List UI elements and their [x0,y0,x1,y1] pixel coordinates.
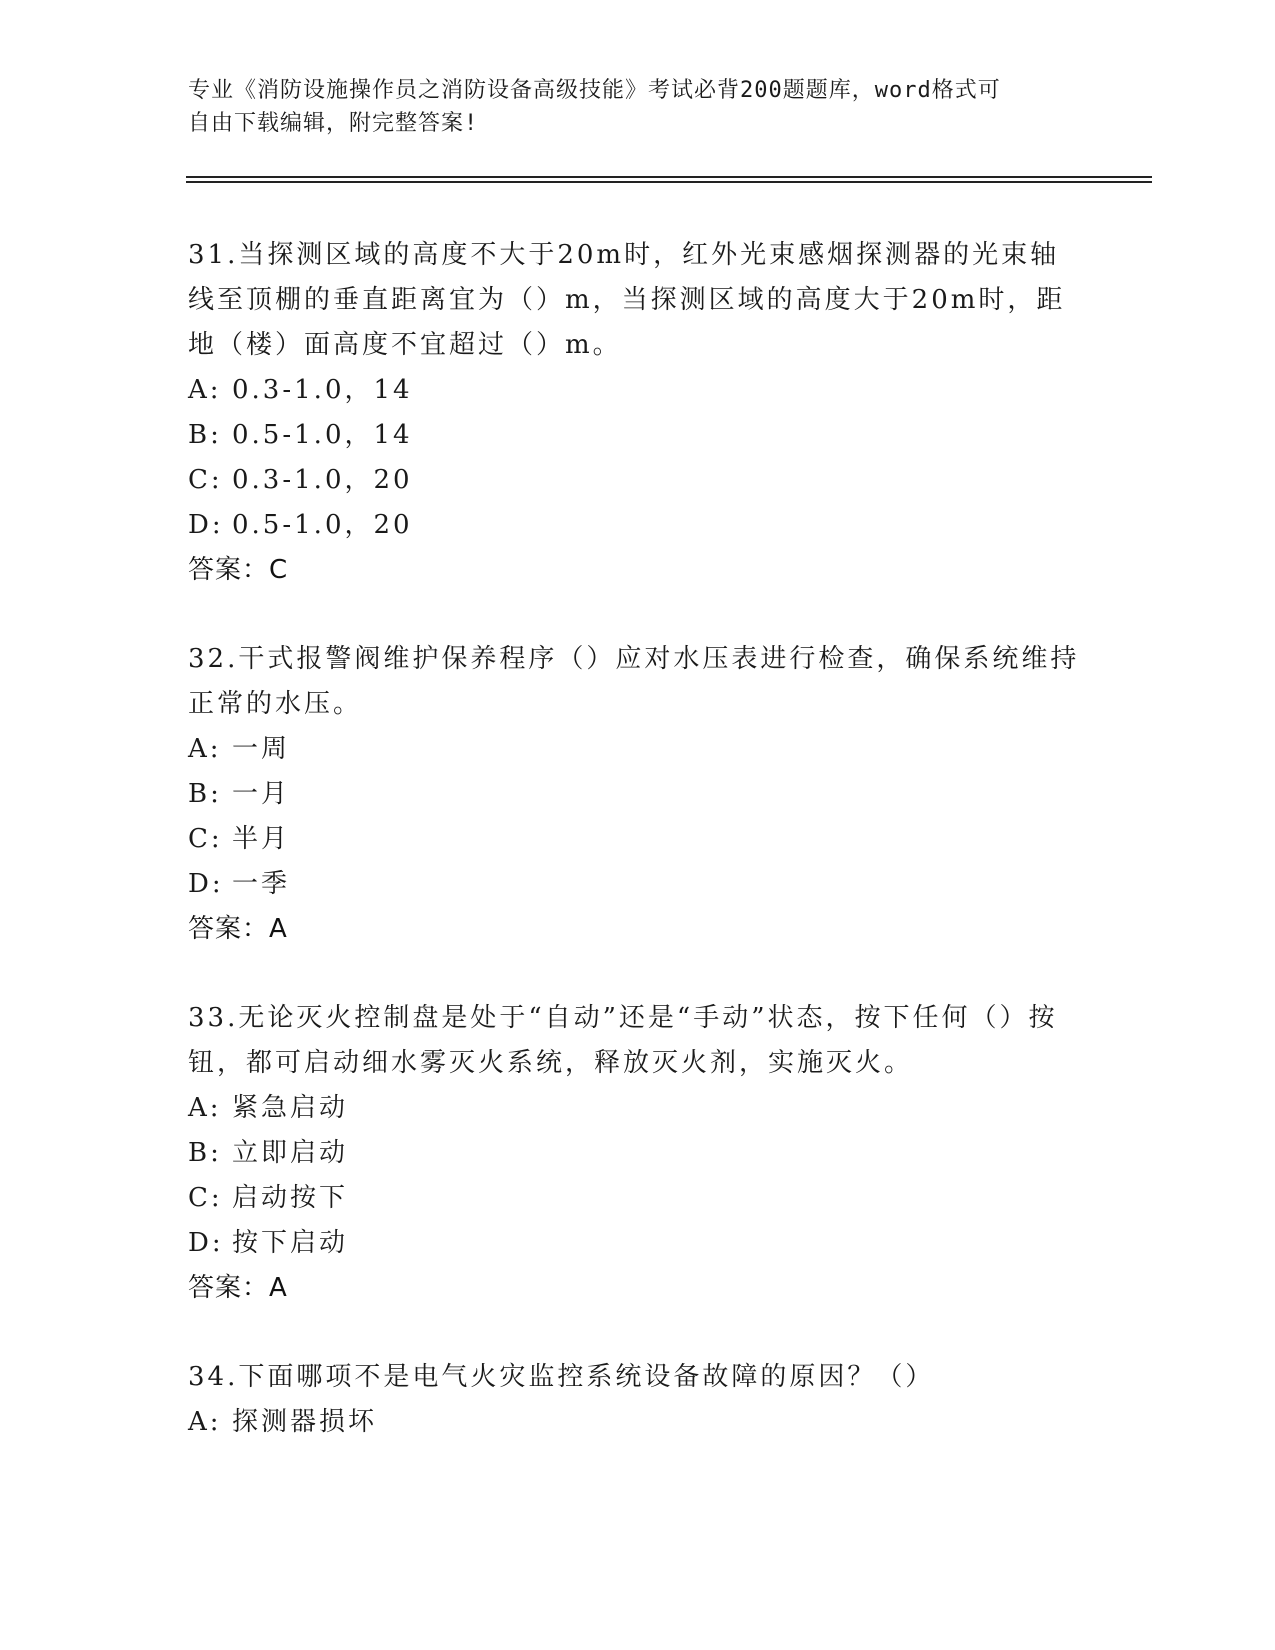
question-34 [188,1355,1088,1445]
option-text: 半月 [232,824,291,854]
header-line-2: 自由下载编辑，附完整答案! [188,111,479,136]
option-key: D: [188,510,224,540]
option-a [188,368,1088,413]
option-text: 一季 [232,869,291,899]
option-key: A: [188,734,222,764]
option-key: D: [188,1228,224,1258]
option-b [188,1131,1088,1176]
option-text: 0.5-1.0，20 [232,510,413,540]
option-key: D: [188,869,224,899]
option-text: 立即启动 [232,1138,349,1168]
option-c [188,817,1088,862]
header-divider-top [186,176,1152,178]
answer-line: 答案：A [188,1273,288,1303]
answer-line: 答案：A [188,914,288,944]
option-a [188,1400,1088,1445]
option-key: B: [188,420,222,450]
option-key: A: [188,1093,222,1123]
option-a [188,727,1088,772]
option-text: 0.5-1.0，14 [232,420,413,450]
option-key: A: [188,375,222,405]
option-text: 0.3-1.0，20 [232,465,413,495]
question-32 [188,637,1088,952]
option-text: 启动按下 [232,1183,349,1213]
question-33 [188,996,1088,1311]
question-text: 32.干式报警阀维护保养程序（）应对水压表进行检查，确保系统维持正常的水压。 [188,644,1080,719]
option-key: B: [188,1138,222,1168]
option-d [188,1221,1088,1266]
option-b [188,413,1088,458]
option-b [188,772,1088,817]
answer-line: 答案：C [188,555,289,585]
option-d [188,503,1088,548]
option-a [188,1086,1088,1131]
option-key: C: [188,1183,223,1213]
header-line-1: 专业《消防设施操作员之消防设备高级技能》考试必背200题题库，word格式可 [188,78,1001,103]
option-text: 按下启动 [232,1228,349,1258]
option-text: 0.3-1.0，14 [232,375,413,405]
option-c [188,1176,1088,1221]
option-key: C: [188,824,223,854]
option-text: 一月 [232,779,291,809]
option-key: B: [188,779,222,809]
question-list [188,233,1088,1489]
option-text: 探测器损坏 [232,1407,378,1437]
question-text: 31.当探测区域的高度不大于20m时，红外光束感烟探测器的光束轴线至顶棚的垂直距离宜为（）m，当探测区域的高度大于20m时，距地（楼）面高度不宜超过（）m。 [188,240,1066,360]
question-text: 34.下面哪项不是电气火灾监控系统设备故障的原因？（） [188,1362,935,1392]
option-text: 一周 [232,734,291,764]
document-header [188,74,1068,140]
question-text: 33.无论灭火控制盘是处于“自动”还是“手动”状态，按下任何（）按钮，都可启动细水雾灭火系统，释放灭火剂，实施灭火。 [188,1003,1058,1078]
option-c [188,458,1088,503]
option-key: C: [188,465,223,495]
option-key: A: [188,1407,222,1437]
header-divider-bottom [186,181,1152,183]
option-d [188,862,1088,907]
question-31 [188,233,1088,593]
option-text: 紧急启动 [232,1093,349,1123]
